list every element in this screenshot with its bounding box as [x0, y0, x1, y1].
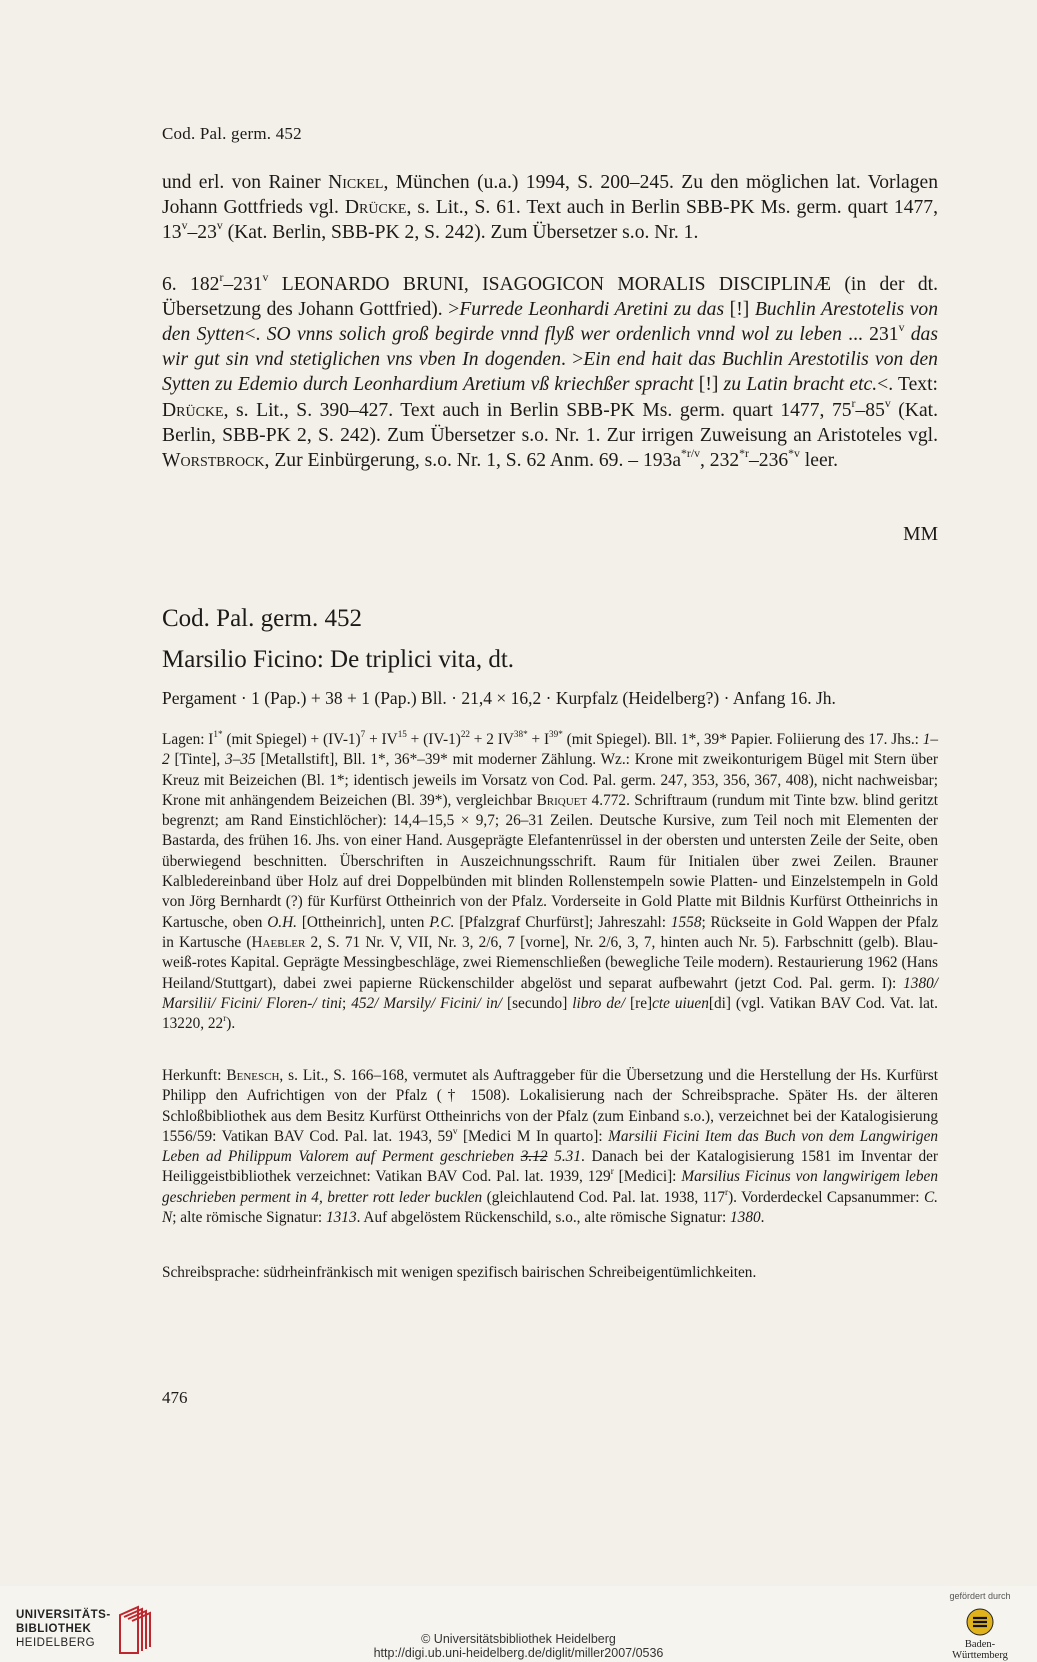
sponsor-block — [937, 1591, 1023, 1661]
provenance-paragraph: Herkunft: Benesch, s. Lit., S. 166–168, vermutet als Auftraggeber für die Übersetzung und die Herstellung der Hs. Kurfürst Philipp den Aufrichtigen von der Pfalz († 1508). Lokalisierung nach der Schreibsprache. Später Hs. der älteren Schloßbibliothek aus dem Besitz Kurfürst Ottheinrichs von der Pfalz (zum Einband s.o.), verzeichnet bei der Katalogisierung 1556/59: Vatikan BAV Cod. Pal. lat. 1943, 59$^v$ [Medici M In quarto]: Marsilii Ficini Item das Buch von dem Langwirigen Leben ad Philippum Valorem auf Perment geschrieben 3.12 5.31. Danach bei der Katalogisierung 1581 im Inventar der Heiliggeistbibliothek verzeichnet: Vatikan BAV Cod. Pal. lat. 1939, 129$^r$ [Medici]: Marsilius Ficinus von langwirigem leben geschrieben perment in 4, bretter rott leder bucklen (gleichlautend Cod. Pal. lat. 1938, 117$^r$). Vorderdeckel Capsanummer: C. N; alte römische Signatur: 1313. Auf abgelöstem Rückenschild, s.o., alte römische Signatur: 1380. — [162, 1067, 939, 1227]
sponsor-name: Baden-Württemberg — [952, 1639, 1008, 1661]
author-name: Benesch — [226, 1067, 280, 1084]
previous-entry-text — [162, 170, 938, 473]
author-signature: MM — [903, 524, 938, 545]
copyright-notice: © Universitätsbibliothek Heidelberg http://digi.ub.uni-heidelberg.de/diglit/miller2007/0536 — [373, 1632, 664, 1660]
author-name: Drücke — [344, 197, 407, 219]
digitization-footer — [0, 1586, 1037, 1662]
record-physical-description: Pergament · 1 (Pap.) + 38 + 1 (Pap.) Bll. · 21,4 × 16,2 · Kurpfalz (Heidelberg?) · Anfang 16. Jh. — [162, 688, 836, 708]
author-name: Nickel — [328, 172, 384, 193]
library-logo[interactable]: UNIVERSITÄTS- BIBLIOTHEK HEIDELBERG — [16, 1609, 166, 1654]
sponsor-label: gefördert durch — [949, 1591, 1011, 1601]
source-url-link[interactable]: http://digi.ub.uni-heidelberg.de/diglit/miller2007/0536 — [373, 1646, 664, 1660]
author-name: Drücke — [162, 399, 224, 421]
struck-value: 3.12 — [520, 1148, 548, 1166]
record-title: Cod. Pal. germ. 452 — [162, 605, 362, 632]
language-paragraph: Schreibsprache: südrheinfränkisch mit wenigen spezifisch bairischen Schreibeigentümlichkeiten. — [162, 1264, 757, 1281]
author-name: Worstbrock — [162, 450, 265, 472]
codicology-paragraph: Lagen: $I^{1*}$ (mit Spiegel) + $(IV-1)^7 + IV^{15} + (IV-1)^{22} + 2$ $IV^{38*} + I^{39*}$ (mit Spiegel). Bll. 1*, 39* Papier. Foliierung des 17. Jhs.: 1–2 [Tinte], 3–35 [Metallstift], Bll. 1*, 36*–39* mit moderner Zählung. Wz.: Krone mit zweikonturigem Bügel mit Stern über Kreuz mit Beizeichen (Bl. 1*; identisch jeweils im Vorsatz von Cod. Pal. germ. 247, 353, 356, 367, 408), nicht nachweisbar; Krone mit anhängendem Beizeichen (Bl. 39*), vergleichbar Briquet 4.772. Schriftraum (rundum mit Tinte bzw. blind geritzt begrenzt; am Rand Einstichlöcher): 14,4–15,5 × 9,7; 26–31 Zeilen. Deutsche Kursive, zum Teil noch mit Elementen der Bastarda, des frühen 16. Jhs. von einer Hand. Ausgeprägte Elefantenrüssel in der obersten und untersten Zeile der Seite, oben überwiegend beschnitten. Überschriften in Auszeichnungsschrift. Raum für Initialen über zwei Zeilen. Brauner Kalbledereinband über Holz auf drei Doppelbünden mit blinden Rollenstempeln sowie Platten- und Einzelstempeln in Gold von Jörg Bernhardt (?) für Kurfürst Ottheinrich von der Pfalz. Vorderseite in Gold Platte mit Bildnis Kurfürst Ottheinrichs in Kartusche, oben O.H. [Ottheinrich], unten P.C. [Pfalzgraf Churfürst]; Jahreszahl: 1558; Rückseite in Gold Wappen der Pfalz in Kartusche (Haebler 2, S. 71 Nr. V, VII, Nr. 3, 2/6, 7 [vorne], Nr. 2/6, 3, 7, hinten auch Nr. 5). Farbschnitt (gelb). Blau-weiß-rotes Kapital. Geprägte Messingbeschläge, zwei Riemenschließen (bewegliche Teile modern). Restaurierung 1962 (Hans Heiland/Stuttgart), dabei zwei papierne Rückenschilder abgelöst und separat aufbewahrt (jetzt Cod. Pal. germ. I): 1380/ Marsilii/ Ficini/ Floren-/ tini; 452/ Marsily/ Ficini/ in/ [secundo] libro de/ [re]cte uiuen[di] (vgl. Vatikan BAV Cod. Vat. lat. 13220, 22$^r$). — [162, 729, 939, 1033]
state-coat-of-arms-icon — [965, 1607, 995, 1637]
running-head: Cod. Pal. germ. 452 — [162, 124, 302, 143]
record-subtitle: Marsilio Ficino: De triplici vita, dt. — [162, 646, 515, 673]
page-number: 476 — [162, 1388, 188, 1407]
entry-6-paragraph: 6. 182$^r$–231$^v$ LEONARDO BRUNI, ISAGOGICON MORALIS DISCIPLINÆ (in der dt. Übersetzung des Johann Gottfried). >Furrede Leonhardi Aretini zu das [!] Buchlin Arestotelis von den Sytten<. SO vnns solich groß begirde vnnd flyß wer ordenlich vnnd wol zu leben ... 231$^v$ das wir gut sin vnd stetiglichen vns vben In dogenden. >Ein end hait das Buchlin Arestotilis von den Sytten zu Edemio durch Leonhardium Aretium vß kriechßer spracht [!] zu Latin bracht etc.<. Text: Drücke, s. Lit., S. 390–427. Text auch in Berlin SBB-PK Ms. germ. quart 1477, 75$^r$–85$^v$ (Kat. Berlin, SBB-PK 2, S. 242). Zum Übersetzer s.o. Nr. 1. Zur irrigen Zuweisung an Aristoteles vgl. Worstbrock, Zur Einbürgerung, s.o. Nr. 1, S. 62 Anm. 69. – $193a^{*r/v}$, 232$^{*r}$–236$^{*v}$ leer. — [162, 270, 938, 472]
paragraph-continuation: und erl. von Rainer Nickel, München (u.a.) 1994, S. 200–245. Zu den möglichen lat. Vorlagen Johann Gottfrieds vgl. Drücke, s. Lit., S. 61. Text auch in Berlin SBB-PK Ms. germ. quart 1477, 13$^v$–23$^v$ (Kat. Berlin, SBB-PK 2, S. 242). Zum Übersetzer s.o. Nr. 1. — [162, 172, 939, 244]
author-name: Briquet — [536, 791, 588, 809]
author-name: Haebler — [251, 933, 306, 951]
